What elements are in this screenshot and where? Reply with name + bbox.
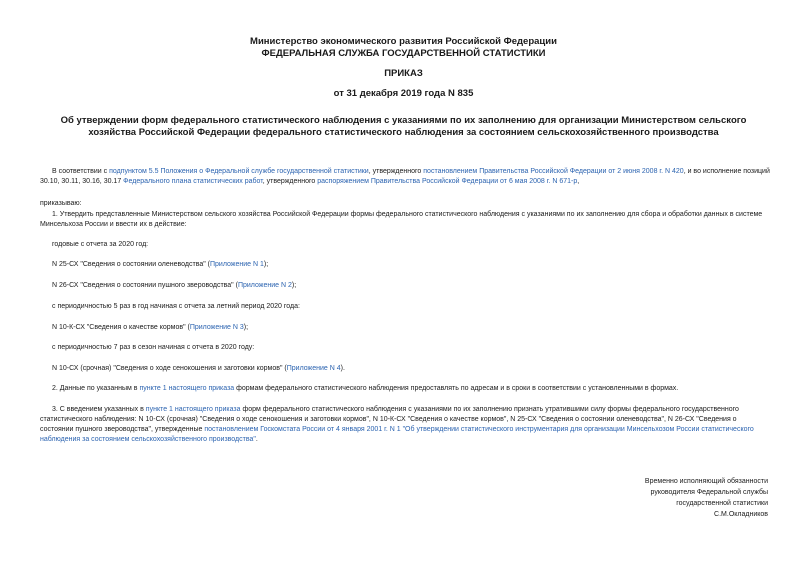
item-3-text-2: форм федерального статистического наблюдения с указаниями по их заполнению признать утратившими силу формы федерального государственного статистического наблюдения: N 10-СХ (срочная) "Сведения о ходе сенокошения и заготовки кормов", N 10-К-СХ "Сведения о качестве кормов", N 25-СХ "Сведения о состоянии оленеводства", N 26-СХ "Сведения о состоянии пушного звероводства", утвержденные bbox=[40, 406, 739, 433]
link-government-decree[interactable]: постановлением Правительства Российской Федерации от 2 июня 2008 г. N 420 bbox=[423, 168, 684, 175]
link-regulation[interactable]: подпунктом 5.5 Положения о Федеральной службе государственной статистики bbox=[109, 168, 369, 175]
link-government-order[interactable]: распоряжением Правительства Российской Федерации от 6 мая 2008 г. N 671-р bbox=[317, 178, 578, 185]
form-4-end: ). bbox=[340, 365, 345, 372]
item-3 bbox=[40, 405, 770, 445]
ministry-name: Министерство экономического развития Российской Федерации bbox=[250, 36, 557, 47]
form-2-end: ); bbox=[291, 282, 297, 289]
item-2-text-2: формам федерального статистического наблюдения предоставлять по адресам и в сроки в соответствии с установленными в формах. bbox=[234, 385, 679, 392]
periodic-7-heading: с периодичностью 7 раз в сезон начиная с отчета в 2020 году: bbox=[52, 344, 255, 351]
item-3-text-1: 3. С введением указанных в bbox=[52, 406, 146, 413]
form-item-4 bbox=[52, 364, 782, 374]
link-goskomstat-decree[interactable]: постановлением Госкомстата России от 4 января 2001 г. N 1 "Об утверждении статистического инструментария для организации Минсельхозом России статистического наблюдения за состоянием сельскохозяйственного производства" bbox=[40, 426, 754, 443]
preamble-text-2: , утвержденного bbox=[368, 168, 424, 175]
link-item-1-ref[interactable]: пункте 1 настоящего приказа bbox=[139, 385, 235, 392]
form-3-end: ); bbox=[243, 324, 249, 331]
link-appendix-3[interactable]: Приложение N 3 bbox=[189, 324, 244, 331]
preamble-text-1: В соответствии с bbox=[52, 168, 110, 175]
order-word: приказываю: bbox=[40, 200, 82, 207]
signature-line-1: Временно исполняющий обязанности bbox=[644, 478, 768, 485]
form-4-text: N 10-СХ (срочная) "Сведения о ходе сенокошения и заготовки кормов" ( bbox=[52, 365, 287, 372]
form-item-1 bbox=[52, 260, 782, 270]
form-item-3 bbox=[52, 323, 782, 333]
doc-type: ПРИКАЗ bbox=[384, 68, 423, 79]
link-appendix-2[interactable]: Приложение N 2 bbox=[237, 282, 292, 289]
link-item-1-ref-2[interactable]: пункте 1 настоящего приказа bbox=[145, 406, 241, 413]
annual-forms-heading: годовые с отчета за 2020 год: bbox=[52, 241, 149, 248]
item-1: 1. Утвердить представленные Министерством сельского хозяйства Российской Федерации формы федерального статистического наблюдения с указаниями по их заполнению для сбора и обработки данных в системе Минсельхоза России и ввести их в действие: bbox=[40, 211, 763, 228]
signature-line-2: руководителя Федеральной службы bbox=[650, 489, 768, 496]
preamble-text-3: , и во исполнение позиций 30.10, 30.11, 30.16, 30.17 bbox=[40, 168, 770, 185]
preamble-text-5: , bbox=[577, 178, 580, 185]
link-appendix-4[interactable]: Приложение N 4 bbox=[286, 365, 341, 372]
signature-name: С.М.Окладников bbox=[714, 511, 768, 518]
signature-block bbox=[600, 476, 768, 520]
service-name: ФЕДЕРАЛЬНАЯ СЛУЖБА ГОСУДАРСТВЕННОЙ СТАТИСТИКИ bbox=[261, 48, 546, 59]
form-2-text: N 26-СХ "Сведения о состоянии пушного звероводства" ( bbox=[52, 282, 238, 289]
link-federal-plan[interactable]: Федерального плана статистических работ bbox=[123, 178, 263, 185]
form-1-text: N 25-СХ "Сведения о состоянии оленеводства" ( bbox=[52, 261, 210, 268]
item-2-text-1: 2. Данные по указанным в bbox=[52, 385, 140, 392]
form-1-end: ); bbox=[263, 261, 269, 268]
preamble bbox=[40, 167, 770, 187]
item-2 bbox=[40, 384, 770, 394]
periodic-5-heading: с периодичностью 5 раз в год начиная с отчета за летний период 2020 года: bbox=[52, 303, 300, 310]
preamble-text-4: , утвержденного bbox=[262, 178, 318, 185]
doc-title: Об утверждении форм федерального статистического наблюдения с указаниями по их заполнению для организации Министерством сельского хозяйства Российской Федерации федерального статистического наблюдения за состоянием сельскохозяйственного производства bbox=[60, 115, 747, 138]
doc-date: от 31 декабря 2019 года N 835 bbox=[333, 88, 474, 99]
link-appendix-1[interactable]: Приложение N 1 bbox=[210, 261, 264, 268]
form-item-2 bbox=[52, 281, 782, 291]
form-3-text: N 10-К-СХ "Сведения о качестве кормов" ( bbox=[52, 324, 190, 331]
signature-line-3: государственной статистики bbox=[676, 500, 768, 507]
item-3-text-3: . bbox=[255, 436, 258, 443]
